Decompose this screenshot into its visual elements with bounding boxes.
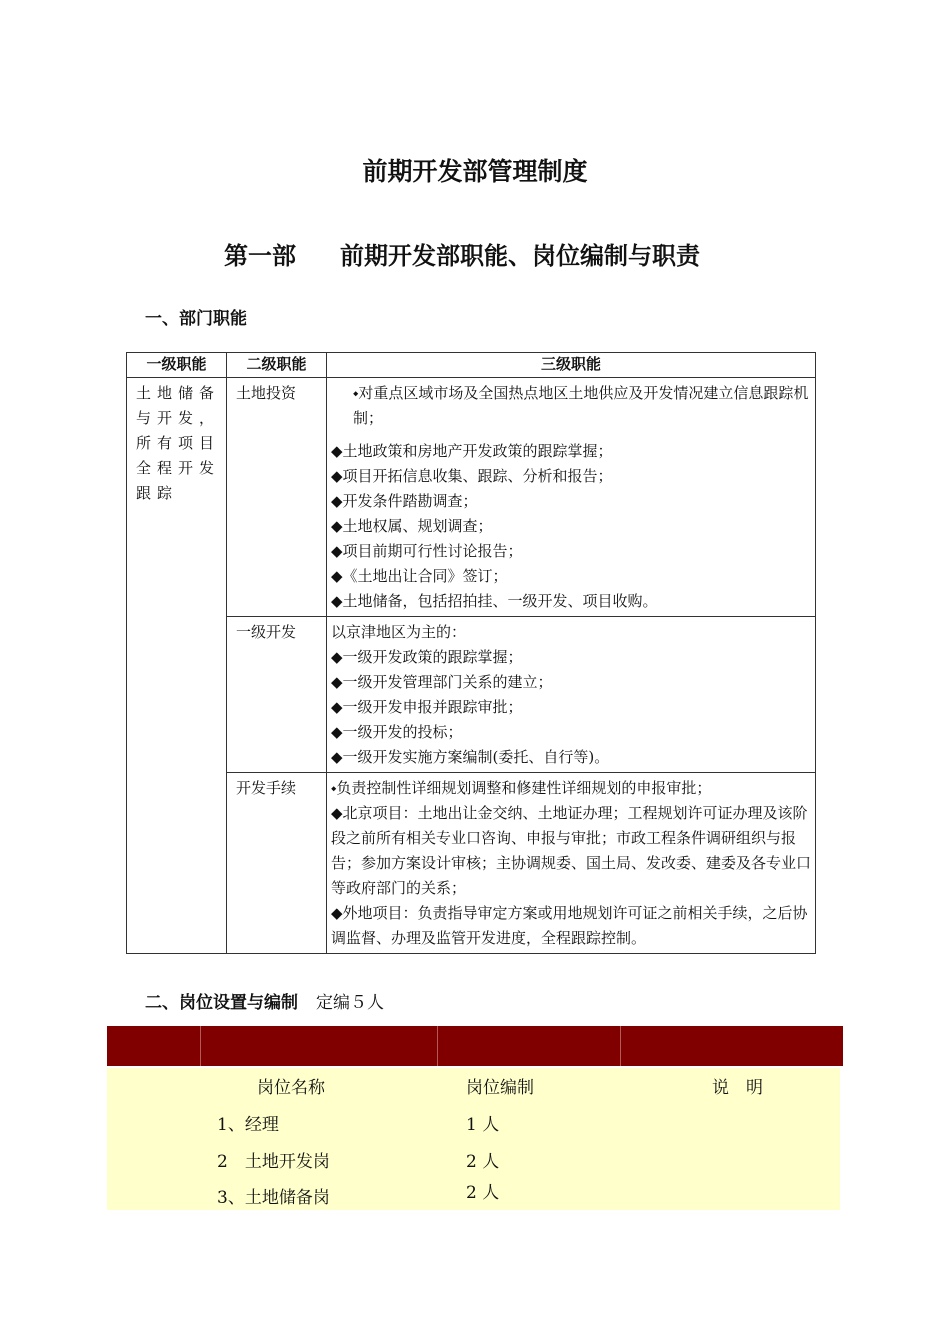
part-number: 第一部 — [224, 242, 296, 270]
list-item: ◆一级开发申报并跟踪审批； — [331, 698, 523, 716]
list-item: ⬩负责控制性详细规划调整和修建性详细规划的申报审批； — [331, 779, 712, 797]
list-item: ◆土地权属、规划调查； — [331, 517, 493, 535]
list-item: ◆项目前期可行性讨论报告； — [331, 542, 523, 560]
section-heading-functions: 一、部门职能 — [145, 309, 247, 329]
list-item: ◆《土地出让合同》签订； — [331, 567, 508, 585]
part-title — [224, 236, 700, 271]
header-level1: 一级职能 — [127, 353, 227, 378]
post-header-count: 岗位编制 — [466, 1078, 534, 1098]
post-name: 1、经理 — [217, 1115, 279, 1135]
table-row — [127, 773, 816, 954]
list-item: ◆项目开拓信息收集、跟踪、分析和报告； — [331, 467, 613, 485]
level3-cell — [327, 378, 816, 617]
post-header-name: 岗位名称 — [257, 1078, 325, 1098]
section-heading-posts — [145, 988, 384, 1013]
list-item: ◆一级开发的投标； — [331, 723, 463, 741]
level2-cell: 土地投资 — [227, 378, 327, 617]
post-table-header-band — [107, 1026, 843, 1066]
function-table-header — [127, 353, 816, 378]
table-row — [127, 617, 816, 773]
list-item: ◆外地项目：负责指导审定方案或用地规划许可证之前相关手续，之后协调监督、办理及监管开发进度，全程跟踪控制。 — [331, 904, 808, 947]
level1-cell: 土地储备与开发，所有项目全程开发跟踪 — [127, 378, 227, 954]
list-item: ◆一级开发政策的跟踪掌握； — [331, 648, 523, 666]
level3-cell — [327, 773, 816, 954]
list-item: 以京津地区为主的： — [331, 623, 467, 641]
list-item: ◆一级开发管理部门关系的建立； — [331, 673, 553, 691]
post-name: 3、土地储备岗 — [217, 1188, 330, 1208]
post-name: 2 土地开发岗 — [217, 1152, 330, 1172]
post-count: 2 人 — [466, 1152, 500, 1172]
list-item: ◆开发条件踏勘调查； — [331, 492, 478, 510]
list-item: ⬩对重点区域市场及全国热点地区土地供应及开发情况建立信息跟踪机制； — [353, 384, 809, 427]
level3-cell — [327, 617, 816, 773]
list-item: ◆一级开发实施方案编制(委托、自行等)。 — [331, 748, 610, 766]
header-level2: 二级职能 — [227, 353, 327, 378]
post-count: 2 人 — [466, 1183, 500, 1203]
header-level3: 三级职能 — [327, 353, 816, 378]
level2-cell: 一级开发 — [227, 617, 327, 773]
band-divider — [437, 1026, 438, 1066]
table-row — [127, 378, 816, 617]
band-divider — [620, 1026, 621, 1066]
function-table — [126, 352, 816, 954]
part-name: 前期开发部职能、岗位编制与职责 — [340, 242, 700, 270]
post-header-desc: 说 明 — [712, 1078, 763, 1098]
list-item: ◆北京项目：土地出让金交纳、土地证办理；工程规划许可证办理及该阶段之前所有相关专业口咨询、申报与审批；市政工程条件调研组织与报告；参加方案设计审核；主协调规委、国土局、发改委、建委及各专业口等政府部门的关系； — [331, 804, 812, 897]
level2-cell: 开发手续 — [227, 773, 327, 954]
document-title: 前期开发部管理制度 — [362, 157, 588, 186]
list-item: ◆土地政策和房地产开发政策的跟踪掌握； — [331, 442, 613, 460]
band-divider — [200, 1026, 201, 1066]
section2-title: 二、岗位设置与编制 — [145, 993, 298, 1013]
post-count: 1 人 — [466, 1115, 500, 1135]
section2-note: 定编５人 — [316, 993, 384, 1013]
list-item: ◆土地储备，包括招拍挂、一级开发、项目收购。 — [331, 592, 658, 610]
